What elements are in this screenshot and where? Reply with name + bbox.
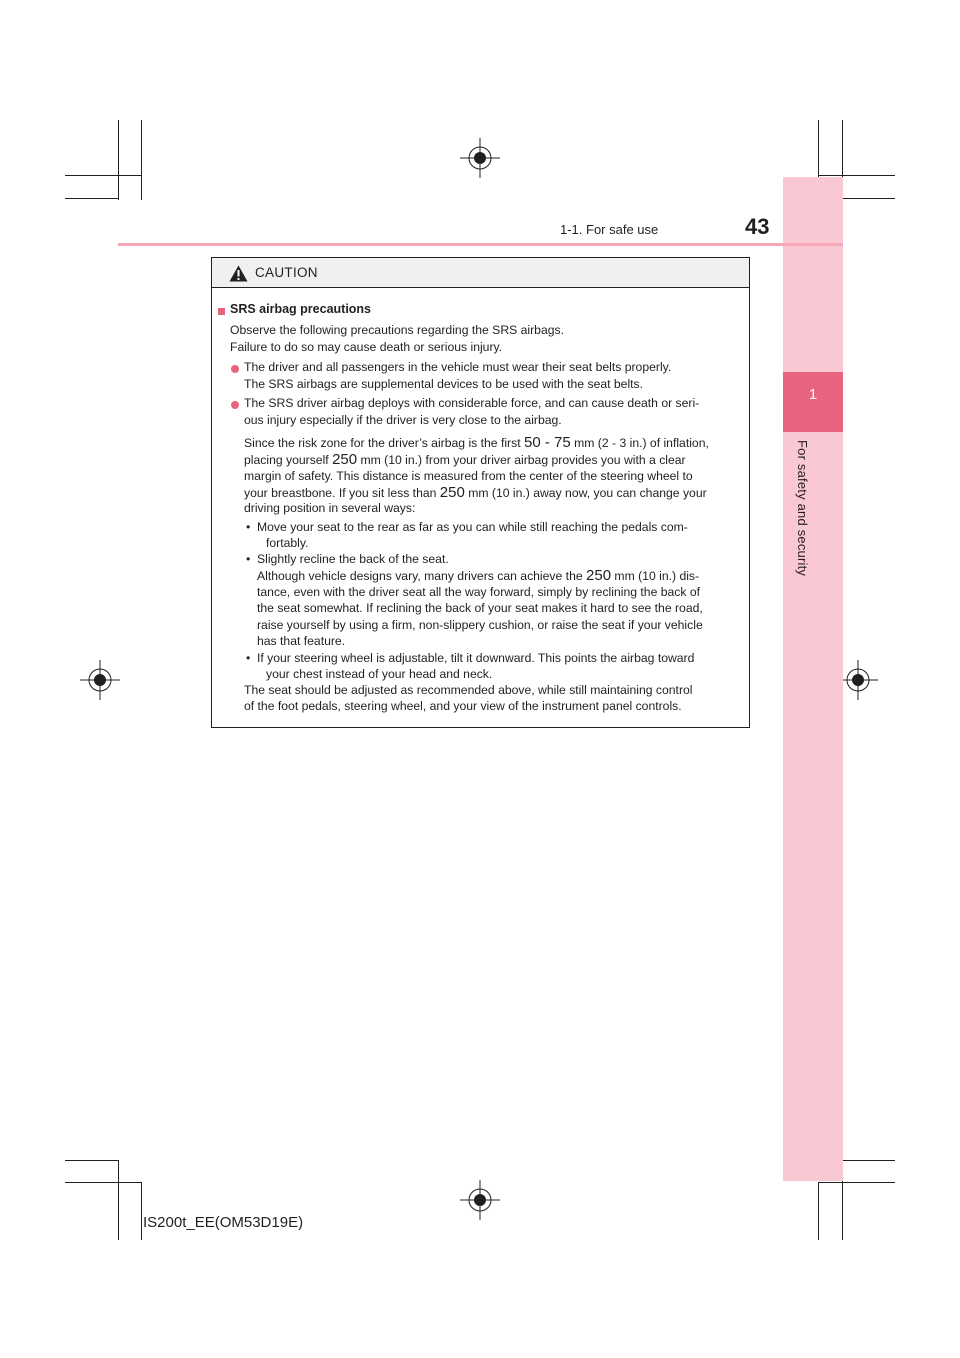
- page-number: 43: [745, 214, 770, 239]
- heading-square-bullet: [218, 308, 225, 315]
- section-title: 1-1. For safe use: [560, 222, 659, 237]
- caution-header: [212, 258, 749, 288]
- caution-heading: SRS airbag precautions: [230, 302, 372, 316]
- round-bullet: [231, 365, 239, 373]
- bullet-line: ous injury especially if the driver is very close to the airbag.: [244, 413, 562, 427]
- chapter-title: For safety and security: [795, 440, 810, 577]
- paragraph-line: placing yourself 250 mm (10 in.) from your driver airbag provides you with a clear: [244, 451, 686, 468]
- sub-bullet-line: Although vehicle designs vary, many drivers can achieve the 250 mm (10 in.) dis-: [257, 567, 700, 584]
- paragraph-line: your breastbone. If you sit less than 250 mm (10 in.) away now, you can change your: [244, 484, 707, 501]
- registration-mark-right-icon: [838, 660, 878, 700]
- intro-line: Failure to do so may cause death or serious injury.: [230, 340, 503, 354]
- sub-bullet-line: the seat somewhat. If reclining the back of your seat makes it hard to see the road,: [257, 601, 703, 615]
- sub-bullet-line: your chest instead of your head and neck.: [266, 667, 493, 681]
- bullet-line: The SRS airbags are supplemental devices to be used with the seat belts.: [244, 377, 644, 391]
- bullet-line: The SRS driver airbag deploys with considerable force, and can cause death or seri-: [244, 396, 700, 410]
- sub-bullet-marker: •: [246, 520, 251, 534]
- closing-line: of the foot pedals, steering wheel, and your view of the instrument panel controls.: [244, 699, 682, 713]
- registration-mark-bottom-icon: [460, 1180, 500, 1220]
- closing-line: The seat should be adjusted as recommended above, while still maintaining control: [244, 683, 693, 697]
- caution-box: [211, 257, 750, 728]
- sub-bullet-line: Move your seat to the rear as far as you can while still reaching the pedals com-: [257, 520, 688, 534]
- sub-bullet-line: fortably.: [266, 536, 309, 550]
- warning-triangle-icon: [229, 265, 248, 282]
- sub-bullet-line: tance, even with the driver seat all the way forward, simply by reclining the back of: [257, 585, 701, 599]
- intro-line: Observe the following precautions regarding the SRS airbags.: [230, 323, 564, 337]
- header-rule: [118, 243, 843, 246]
- paragraph-line: driving position in several ways:: [244, 501, 416, 515]
- sub-bullet-marker: •: [246, 552, 251, 566]
- sub-bullet-marker: •: [246, 651, 251, 665]
- registration-mark-left-icon: [80, 660, 120, 700]
- round-bullet: [231, 401, 239, 409]
- caution-label: CAUTION: [255, 265, 318, 280]
- sub-bullet-line: Slightly recline the back of the seat.: [257, 552, 449, 566]
- bullet-line: The driver and all passengers in the vehicle must wear their seat belts properly.: [244, 360, 672, 374]
- paragraph-line: Since the risk zone for the driver’s airbag is the first 50 - 75 mm (2 - 3 in.) of inflation,: [244, 434, 709, 451]
- document-code: IS200t_EE(OM53D19E): [143, 1214, 304, 1231]
- chapter-side-tab: [783, 177, 843, 1181]
- chapter-number: 1: [808, 386, 818, 403]
- sub-bullet-line: raise yourself by using a firm, non-slippery cushion, or raise the seat if your vehicle: [257, 618, 703, 632]
- sub-bullet-line: has that feature.: [257, 634, 346, 648]
- sub-bullet-line: If your steering wheel is adjustable, tilt it downward. This points the airbag toward: [257, 651, 695, 665]
- paragraph-line: margin of safety. This distance is measured from the center of the steering wheel to: [244, 469, 693, 483]
- registration-mark-top-icon: [460, 138, 500, 178]
